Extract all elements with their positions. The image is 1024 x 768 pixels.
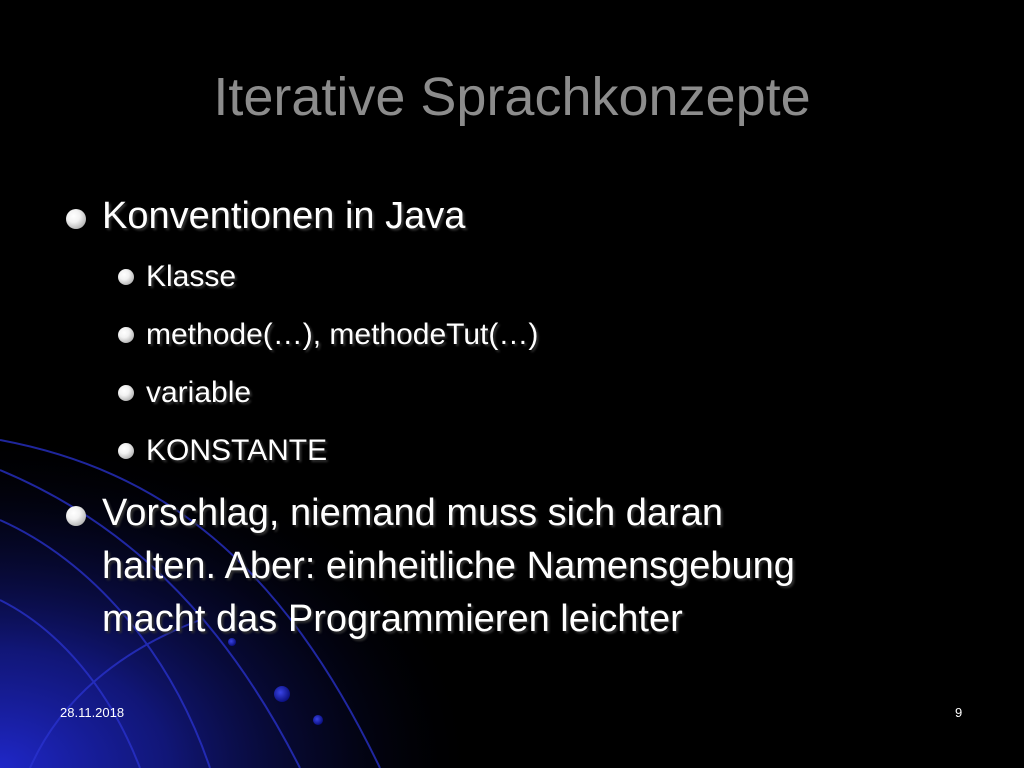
bullet-konventionen: Konventionen in Java <box>102 195 466 237</box>
bullet-icon <box>66 209 86 229</box>
bullet-vorschlag-line-3: macht das Programmieren leichter <box>102 598 683 640</box>
sub-bullet-icon <box>118 269 134 285</box>
slide-number: 9 <box>955 705 963 720</box>
bullet-icon <box>66 506 86 526</box>
bullet-vorschlag-line-1: Vorschlag, niemand muss sich daran <box>102 492 723 534</box>
sub-item-klasse: Klasse <box>146 260 237 293</box>
sub-bullet-icon <box>118 443 134 459</box>
sub-item-konstante: KONSTANTE <box>146 434 328 467</box>
sub-bullet-icon <box>118 385 134 401</box>
sub-bullet-icon <box>118 327 134 343</box>
sub-item-methode: methode(…), methodeTut(…) <box>146 318 539 351</box>
footer-date: 28.11.2018 <box>60 705 125 720</box>
sub-item-variable: variable <box>146 376 252 409</box>
bullet-vorschlag-line-2: halten. Aber: einheitliche Namensgebung <box>102 545 795 587</box>
slide-title: Iterative Sprachkonzepte <box>213 67 811 127</box>
